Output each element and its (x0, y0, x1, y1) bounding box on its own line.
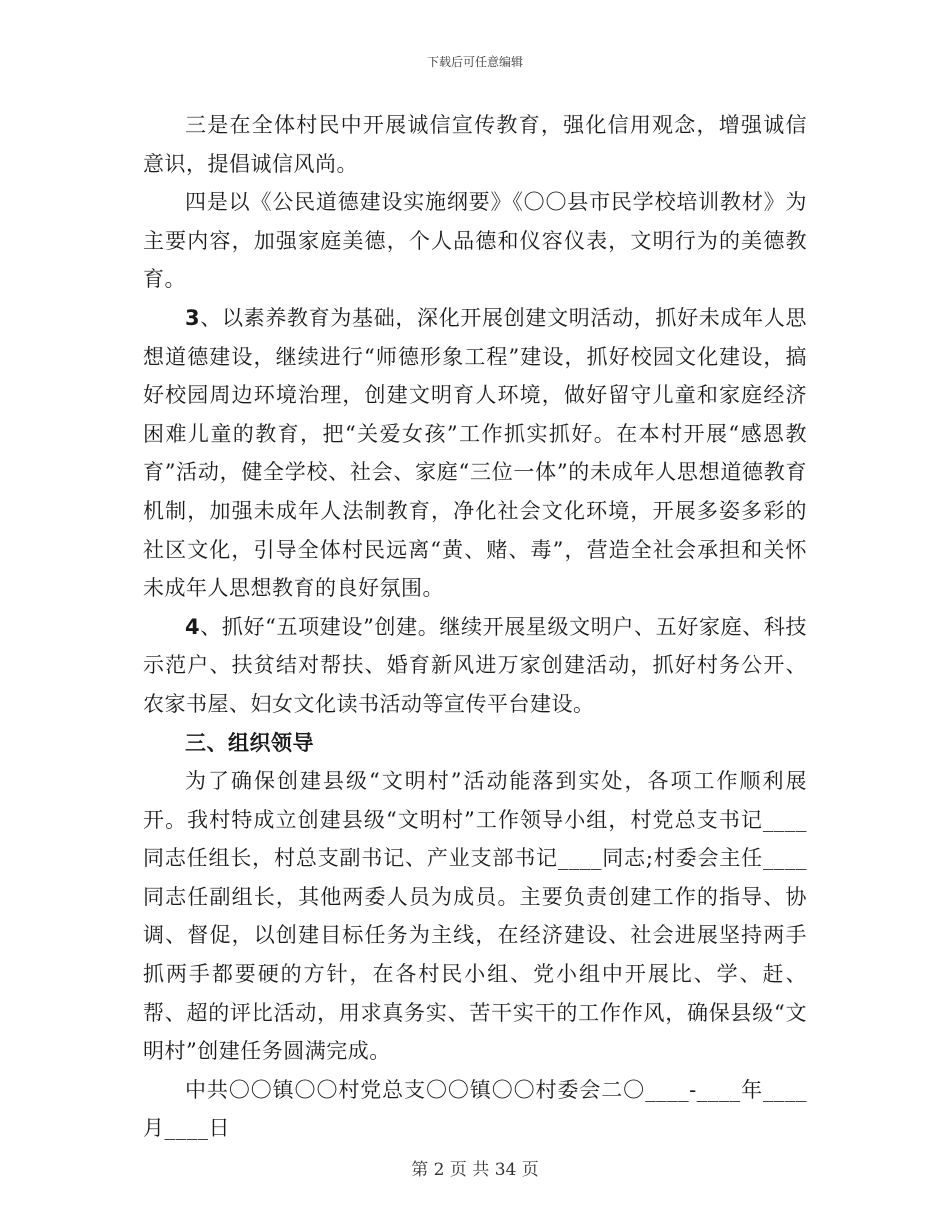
paragraph-honesty-education: 三是在全体村民中开展诚信宣传教育，强化信用观念，增强诚信意识，提倡诚信风尚。 (143, 113, 807, 176)
page-footer: 第 2 页 共 34 页 (411, 1160, 539, 1180)
item-number: 4 (185, 614, 201, 639)
paragraph-organization: 为了确保创建县级“文明村”活动能落到实处，各项工作顺利展开。我村特成立创建县级“文明村”工作领导小组，村党总支书记____同志任组长，村总支副书记、产业支部书记____同志;村委会主任____同志任副组长，其他两委人员为成员。主要负责创建工作的指导、协调、督促，以创建目标任务为主线，在经济建设、社会进展坚持两手抓两手都要硬的方针，在各村民小组、党小组中开展比、学、赶、帮、超的评比活动，用求真务实、苦干实干的工作作风，确保县级“文明村”创建任务圆满完成。 (143, 769, 807, 1064)
paragraph-item-3 (143, 299, 807, 608)
paragraph-text: 、以素养教育为基础，深化开展创建文明活动，抓好未成年人思想道德建设，继续进行“师德形象工程”建设，抓好校园文化建设，搞好校园周边环境治理，创建文明育人环境，做好留守儿童和家庭经济困难儿童的教育，把“关爱女孩”工作抓实抓好。在本村开展“感恩教育”活动，健全学校、社会、家庭“三位一体”的未成年人思想道德教育机制，加强未成年人法制教育，净化社会文化环境，开展多姿多彩的社区文化，引导全体村民远离“黄、赌、毒”，营造全社会承担和关怀未成年人思想教育的良好氛围。 (143, 305, 807, 601)
paragraph-moral-education: 四是以《公民道德建设实施纲要》《〇〇县市民学校培训教材》为主要内容，加强家庭美德，个人品德和仪容仪表，文明行为的美德教育。 (143, 190, 807, 292)
paragraph-signature: 中共〇〇镇〇〇村党总支〇〇镇〇〇村委会二〇____-____年____月____日 (143, 1077, 807, 1141)
document-body (143, 106, 807, 1148)
item-number: 3 (185, 305, 201, 330)
paragraph-text: 、抓好“五项建设”创建。继续开展星级文明户、五好家庭、科技示范户、扶贫结对帮扶、婚育新风进万家创建活动，抓好村务公开、农家书屋、妇女文化读书活动等宣传平台建设。 (143, 614, 807, 716)
paragraph-item-4 (143, 608, 807, 724)
page-header: 下载后可任意编辑 (426, 55, 523, 69)
section-heading: 三、组织领导 (185, 730, 314, 755)
